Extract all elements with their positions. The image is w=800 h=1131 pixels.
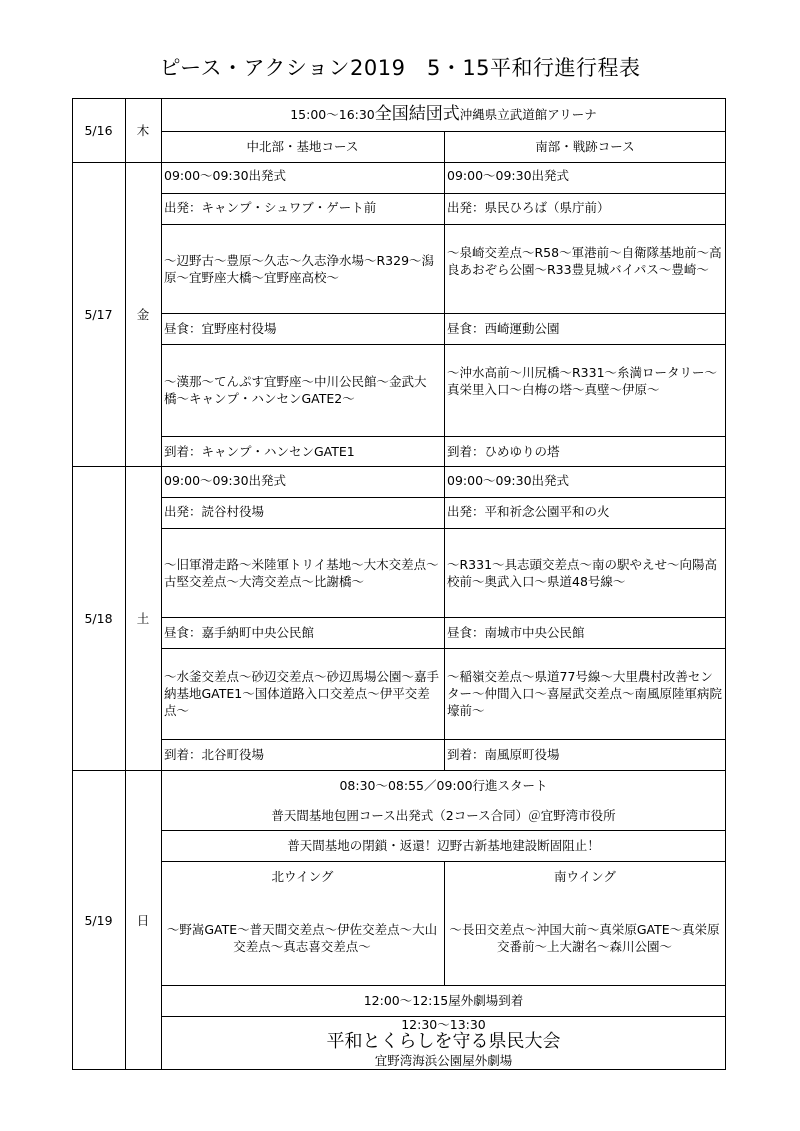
weekday-label: 日 <box>136 912 150 928</box>
north-route-afternoon: 〜漢那〜てんぷす宜野座〜中川公民館〜金武大橋〜キャンプ・ハンセンGATE2〜 <box>164 374 427 406</box>
north-lunch: 昼食：嘉手納町中央公民館 <box>164 625 315 640</box>
south-depart: 出発：平和祈念公園平和の火 <box>447 504 610 519</box>
row-line <box>161 224 726 225</box>
rally-time: 12:30〜13:30 <box>401 1017 486 1032</box>
event-time: 15:00〜16:30 <box>290 107 375 122</box>
march-start-time: 08:30〜08:55／09:00行進スタート <box>339 778 548 793</box>
south-arrive: 到着：ひめゆりの塔 <box>447 444 560 459</box>
south-start: 09:00〜09:30出発式 <box>447 473 570 488</box>
row-line <box>161 313 726 314</box>
course-header-south: 南部・戦跡コース <box>535 139 635 154</box>
north-arrive: 到着：北谷町役場 <box>164 747 265 762</box>
rally-name: 平和とくらしを守る県民大会 <box>326 1031 561 1052</box>
south-route-afternoon: 〜沖水高前〜川尻橋〜R331〜糸満ロータリー〜真栄里入口〜白梅の塔〜真壁〜伊原〜 <box>447 365 718 397</box>
row-line <box>161 648 726 649</box>
row-line <box>161 528 726 529</box>
date-label: 5/17 <box>84 306 113 322</box>
south-start: 09:00〜09:30出発式 <box>447 168 570 183</box>
slogan: 普天間基地の閉鎖・返還！辺野古新基地建設断固阻止！ <box>287 838 600 853</box>
kickoff-event <box>161 98 726 131</box>
date-label: 5/19 <box>84 912 113 928</box>
south-wing-route: 〜長田交差点〜沖国大前〜真栄原GATE〜真栄原交番前〜上大謝名〜森川公園〜 <box>449 922 720 954</box>
day-separator <box>72 770 726 771</box>
day-separator <box>72 162 726 163</box>
weekday-label: 金 <box>136 306 150 322</box>
south-route-morning: 〜泉崎交差点〜R58〜軍港前〜自衛隊基地前〜高良あおぞら公園〜R33豊見城バイパス〜豊崎〜 <box>447 245 722 277</box>
north-wing-route: 〜野嵩GATE〜普天間交差点〜伊佐交差点〜大山交差点〜真志喜交差点〜 <box>166 922 438 954</box>
event-place: 沖縄県立武道館アリーナ <box>459 107 597 122</box>
north-lunch: 昼食：宜野座村役場 <box>164 321 277 336</box>
north-route-afternoon: 〜水釜交差点〜砂辺交差点〜砂辺馬場公園〜嘉手納基地GATE1〜国体道路入口交差点〜伊平交差点〜 <box>164 669 440 718</box>
row-line <box>161 497 726 498</box>
start-ceremony: 普天間基地包囲コース出発式（2コース合同）＠宜野湾市役所 <box>271 808 616 823</box>
south-arrive: 到着：南風原町役場 <box>447 747 560 762</box>
row-line <box>161 193 726 194</box>
course-header-north: 中北部・基地コース <box>246 139 359 154</box>
row-line <box>161 739 726 740</box>
weekday-label: 土 <box>136 610 150 626</box>
north-route-morning: 〜辺野古〜豊原〜久志〜久志浄水場〜R329〜潟原〜宜野座大橋〜宜野座高校〜 <box>164 253 435 285</box>
row-line <box>161 861 726 862</box>
north-start: 09:00〜09:30出発式 <box>164 473 287 488</box>
weekday-label: 木 <box>136 122 150 138</box>
north-arrive: 到着：キャンプ・ハンセンGATE1 <box>164 444 355 459</box>
event-name: 全国結団式 <box>374 104 460 124</box>
north-route-morning: 〜旧軍滑走路〜米陸軍トリイ基地〜大木交差点〜古堅交差点〜大湾交差点〜比謝橋〜 <box>164 557 439 589</box>
north-depart: 出発：キャンプ・シュワブ・ゲート前 <box>164 200 377 215</box>
row-line <box>161 344 726 345</box>
rally-place: 宜野湾海浜公園屋外劇場 <box>374 1053 513 1068</box>
north-depart: 出発：読谷村役場 <box>164 504 265 519</box>
south-route-afternoon: 〜稲嶺交差点〜県道77号線〜大里農村改善センター〜仲間入口〜喜屋武交差点〜南風原陸軍病院壕前〜 <box>447 669 723 718</box>
south-lunch: 昼食：西崎運動公園 <box>447 321 560 336</box>
date-label: 5/16 <box>84 122 113 138</box>
north-wing-label: 北ウイング <box>271 869 334 884</box>
day-separator <box>72 466 726 467</box>
south-depart: 出発：県民ひろば（県庁前） <box>447 200 610 215</box>
page-title: ピース・アクション2019 5・15平和行進行程表 <box>159 56 641 80</box>
south-lunch: 昼食：南城市中央公民館 <box>447 625 585 640</box>
date-label: 5/18 <box>84 610 113 626</box>
arrival-time: 12:00〜12:15屋外劇場到着 <box>363 993 524 1008</box>
row-line <box>161 617 726 618</box>
north-start: 09:00〜09:30出発式 <box>164 168 287 183</box>
south-route-morning: 〜R331〜具志頭交差点〜南の駅やえせ〜向陽高校前〜奥武入口〜県道48号線〜 <box>447 557 718 589</box>
south-wing-label: 南ウイング <box>554 869 616 884</box>
row-line <box>161 436 726 437</box>
